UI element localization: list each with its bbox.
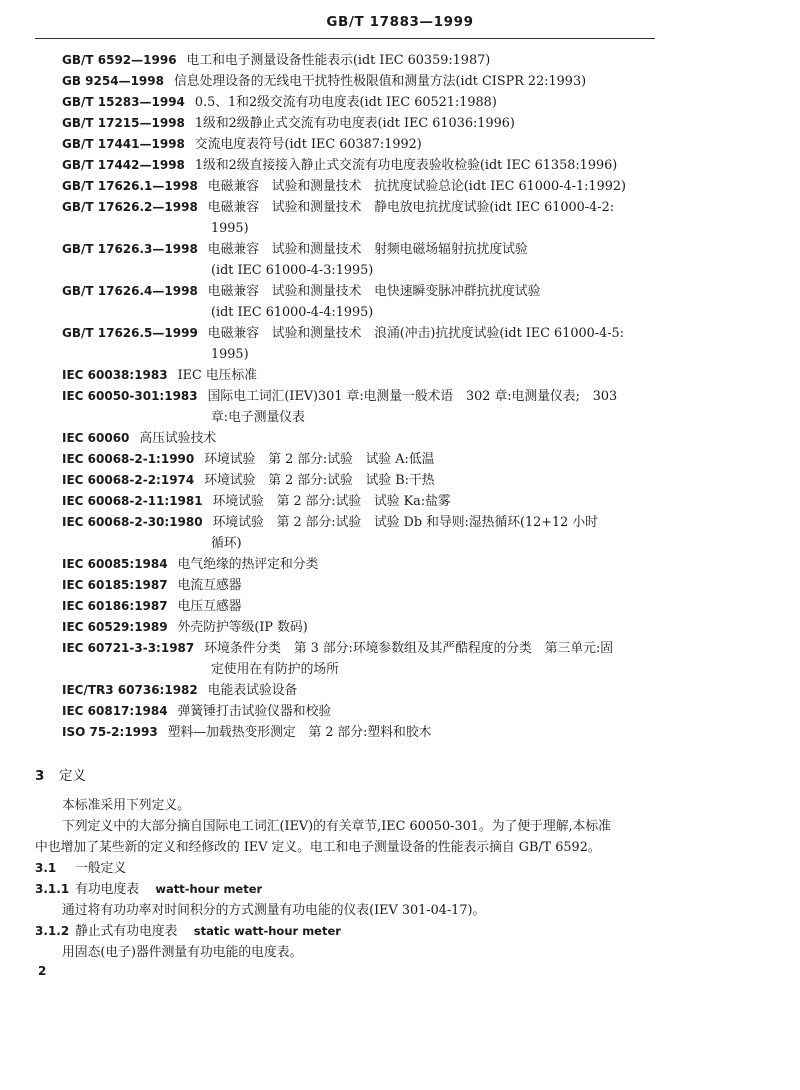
section-number: 3 [35,768,45,784]
reference-entry [62,50,654,71]
reference-title: 国际电工词汇(IEV)301 章:电测量一般术语 302 章:电测量仪表; 303 [207,389,618,404]
reference-entry [62,491,654,512]
reference-title: 环境试验 第 2 部分:试验 试验 Db 和导则:湿热循环(12+12 小时 [212,515,598,530]
reference-code: IEC 60185:1987 [62,578,168,592]
reference-code: IEC 60721-3-3:1987 [62,641,195,655]
reference-code: IEC 60068-2-11:1981 [62,494,203,508]
reference-entry [62,155,654,176]
reference-code: IEC 60085:1984 [62,557,168,571]
reference-entry [62,617,654,638]
reference-title: 塑料—加载热变形测定 第 2 部分:塑料和胶木 [167,725,432,740]
reference-entry [62,323,654,365]
clause-3-1-1 [35,879,262,900]
reference-entry [62,113,654,134]
reference-entry [62,428,654,449]
reference-entry [62,638,654,680]
reference-title: 电磁兼容 试验和测量技术 电快速瞬变脉冲群抗扰度试验 [207,284,541,299]
reference-title: 电气绝缘的热评定和分类 [177,557,319,572]
clause-english-term: static watt-hour meter [193,924,341,938]
reference-title-continued: 1995) [211,221,249,236]
reference-code: IEC 60068-2-1:1990 [62,452,195,466]
reference-code: GB 9254—1998 [62,74,164,88]
reference-title: 环境试验 第 2 部分:试验 试验 B:干热 [204,473,435,488]
reference-code: IEC 60068-2-2:1974 [62,473,195,487]
reference-entry [62,701,654,722]
reference-title: 电流互感器 [177,578,242,593]
reference-title-continued: 定使用在有防护的场所 [211,662,339,677]
reference-code: GB/T 17215—1998 [62,116,185,130]
reference-entry [62,470,654,491]
reference-title: 1级和2级静止式交流有功电度表(idt IEC 61036:1996) [194,116,515,131]
section-heading [35,764,86,784]
reference-title: 交流电度表符号(idt IEC 60387:1992) [194,137,422,152]
reference-title: 电磁兼容 试验和测量技术 浪涌(冲击)抗扰度试验(idt IEC 61000-4-5: [207,326,625,341]
reference-title-continued: 1995) [211,347,249,362]
reference-title: 电能表试验设备 [207,683,298,698]
reference-entry [62,596,654,617]
reference-code: GB/T 17626.4—1998 [62,284,198,298]
reference-code: IEC/TR3 60736:1982 [62,683,198,697]
reference-entry [62,365,654,386]
clause-title: 有功电度表 [75,882,140,897]
reference-entry [62,575,654,596]
reference-title: 环境条件分类 第 3 部分:环境参数组及其严酷程度的分类 第三单元:固 [204,641,614,656]
reference-title: 1级和2级直接接入静止式交流有功电度表验收检验(idt IEC 61358:1996) [194,158,618,173]
reference-code: IEC 60038:1983 [62,368,168,382]
reference-code: GB/T 17626.5—1999 [62,326,198,340]
paragraph-sources-line2: 中也增加了某些新的定义和经修改的 IEV 定义。电工和电子测量设备的性能表示摘自 GB/T 6592。 [35,840,601,855]
reference-title: 电磁兼容 试验和测量技术 静电放电抗扰度试验(idt IEC 61000-4-2: [207,200,615,215]
clause-3-1-2 [35,921,341,942]
reference-title-continued: 循环) [211,536,242,551]
reference-code: GB/T 17442—1998 [62,158,185,172]
reference-code: ISO 75-2:1993 [62,725,158,739]
reference-code: GB/T 6592—1996 [62,53,177,67]
reference-code: IEC 60529:1989 [62,620,168,634]
reference-entry [62,281,654,323]
reference-entry [62,71,654,92]
clause-3-1 [35,858,126,879]
reference-title: 电工和电子测量设备性能表示(idt IEC 60359:1987) [186,53,491,68]
reference-title: 高压试验技术 [139,431,217,446]
reference-code: IEC 60060 [62,431,130,445]
paragraph-sources-line1: 下列定义中的大部分摘自国际电工词汇(IEV)的有关章节,IEC 60050-301。为了便于理解,本标准 [62,819,611,834]
section-title: 定义 [59,768,86,784]
reference-entry [62,176,654,197]
reference-entry [62,722,654,743]
clause-number: 3.1.1 [35,882,70,896]
reference-title: 环境试验 第 2 部分:试验 试验 A:低温 [204,452,435,467]
reference-entry [62,449,654,470]
clause-title: 静止式有功电度表 [75,924,178,939]
reference-code: IEC 60186:1987 [62,599,168,613]
reference-code: GB/T 17626.1—1998 [62,179,198,193]
page-number: 2 [38,964,47,978]
reference-title: 电磁兼容 试验和测量技术 射频电磁场辐射抗扰度试验 [207,242,528,257]
reference-code: GB/T 15283—1994 [62,95,185,109]
reference-title-continued: 章:电子测量仪表 [211,410,305,425]
clause-number: 3.1 [35,861,57,875]
reference-code: IEC 60050-301:1983 [62,389,198,403]
clause-3-1-2-definition: 用固态(电子)器件测量有功电能的电度表。 [62,945,303,960]
reference-title: IEC 电压标准 [177,368,258,383]
reference-code: GB/T 17441—1998 [62,137,185,151]
page-header: GB/T 17883—1999 [326,14,474,30]
reference-entry [62,134,654,155]
clause-title: 一般定义 [75,861,127,876]
header-rule [35,38,655,39]
reference-title: 电压互感器 [177,599,242,614]
reference-title: 环境试验 第 2 部分:试验 试验 Ka:盐雾 [212,494,451,509]
reference-title-continued: (idt IEC 61000-4-4:1995) [211,305,374,320]
reference-title: 外壳防护等级(IP 数码) [177,620,308,635]
reference-code: IEC 60068-2-30:1980 [62,515,203,529]
reference-title: 0.5、1和2级交流有功电度表(idt IEC 60521:1988) [194,95,497,110]
paragraph-intro: 本标准采用下列定义。 [62,798,190,813]
reference-entry [62,239,654,281]
reference-code: GB/T 17626.2—1998 [62,200,198,214]
reference-entry [62,197,654,239]
reference-entry [62,386,654,428]
clause-3-1-1-definition: 通过将有功功率对时间积分的方式测量有功电能的仪表(IEV 301-04-17)。 [62,903,486,918]
reference-entry [62,680,654,701]
reference-title: 电磁兼容 试验和测量技术 抗扰度试验总论(idt IEC 61000-4-1:1992) [207,179,626,194]
reference-title-continued: (idt IEC 61000-4-3:1995) [211,263,374,278]
reference-title: 弹簧锤打击试验仪器和校验 [177,704,332,719]
clause-english-term: watt-hour meter [155,882,263,896]
reference-title: 信息处理设备的无线电干扰特性极限值和测量方法(idt CISPR 22:1993) [173,74,587,89]
reference-entry [62,92,654,113]
reference-entry [62,554,654,575]
reference-code: GB/T 17626.3—1998 [62,242,198,256]
reference-code: IEC 60817:1984 [62,704,168,718]
reference-entry [62,512,654,554]
clause-number: 3.1.2 [35,924,70,938]
